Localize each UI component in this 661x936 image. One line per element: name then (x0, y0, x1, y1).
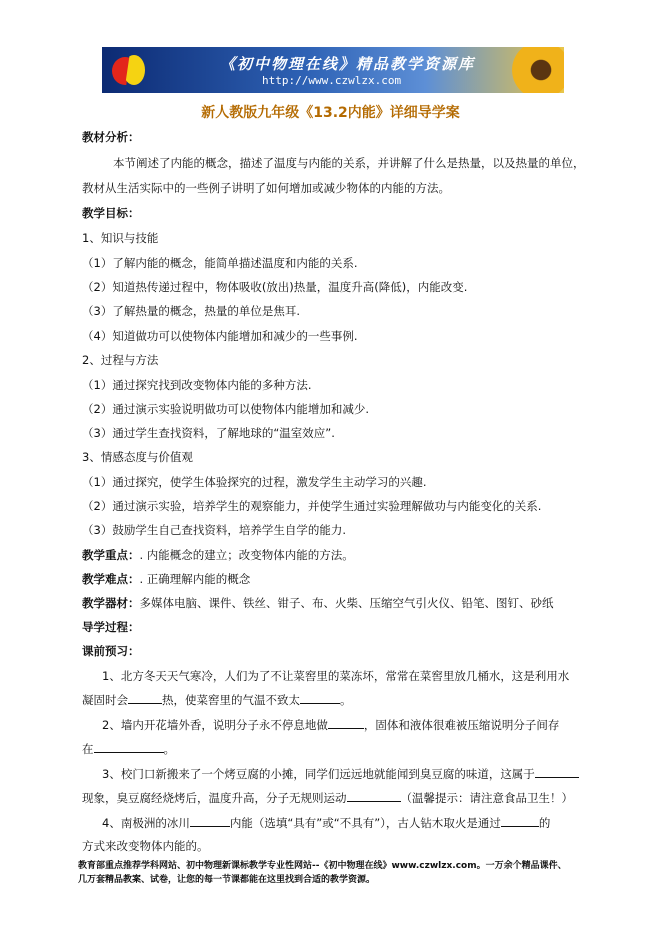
question-4-line2: 方式来改变物体内能的。 (82, 839, 209, 853)
banner-title: 《初中物理在线》精品教学资源库 (220, 55, 476, 73)
difficulty-text: . 正确理解内能的概念 (139, 572, 251, 586)
site-logo-icon (108, 51, 148, 89)
equipment-label: 教学器材： (82, 596, 140, 610)
question-3-line2: 现象，臭豆腐经烧烤后，温度升高，分子无规则运动 （温馨提示：请注意食品卫生！） (82, 791, 573, 805)
goal-item: （2）通过演示实验，培养学生的观察能力，并使学生通过实验理解做功与内能变化的关系. (82, 499, 542, 513)
process-heading: 导学过程： (82, 620, 140, 634)
sunflower-icon (512, 47, 564, 93)
footer-line1: 教育部重点推荐学科网站、初中物理新课标教学专业性网站--《初中物理在线》www.czwlzx.com。一万余个精品课件、 (78, 861, 567, 871)
goal-item: （4）知道做功可以使物体内能增加和减少的一些事例. (82, 329, 358, 343)
answer-blank (535, 766, 579, 778)
answer-blank (128, 692, 162, 704)
answer-blank (501, 815, 539, 827)
goal-item: （2）通过演示实验说明做功可以使物体内能增加和减少. (82, 402, 369, 416)
goals-heading: 教学目标： (82, 206, 140, 220)
question-2-line1: 2、墙内开花墙外香，说明分子永不停息地做 ，固体和液体很难被压缩说明分子间存 (102, 718, 560, 732)
key-text: . 内能概念的建立；改变物体内能的方法。 (139, 548, 354, 562)
answer-blank (328, 717, 364, 729)
answer-blank (190, 815, 230, 827)
teaching-equipment (82, 595, 554, 611)
question-3-line1: 3、校门口新搬来了一个烤豆腐的小摊，同学们远远地就能闻到臭豆腐的味道，这属于 (102, 766, 579, 782)
answer-blank (347, 790, 401, 802)
goal-item: （1）通过探究找到改变物体内能的多种方法. (82, 378, 312, 392)
key-label: 教学重点： (82, 548, 140, 562)
footer-line2: 几万套精品教案、试卷，让您的每一节课都能在这里找到合适的教学资源。 (78, 875, 376, 885)
goal-item: （1）通过探究，使学生体验探究的过程，激发学生主动学习的兴趣. (82, 475, 427, 489)
answer-blank (300, 692, 340, 704)
difficulty-label: 教学难点： (82, 572, 140, 586)
question-1-line1: 1、北方冬天天气寒冷，人们为了不让菜窖里的菜冻坏，常常在菜窖里放几桶水，这是利用水 (102, 669, 570, 683)
analysis-heading: 教材分析： (82, 130, 140, 144)
analysis-paragraph-line1: 本节阐述了内能的概念，描述了温度与内能的关系，并讲解了什么是热量，以及热量的单位， (113, 156, 585, 170)
header-banner (102, 47, 564, 93)
goal-item: （3）鼓励学生自己查找资料，培养学生自学的能力. (82, 523, 346, 537)
teaching-difficulty (82, 571, 250, 587)
document-title: 新人教版九年级《13.2内能》详细导学案 (201, 105, 460, 121)
goal-section-attitude: 3、情感态度与价值观 (82, 450, 193, 464)
teaching-key-point (82, 547, 354, 563)
analysis-paragraph-line2: 教材从生活实际中的一些例子讲明了如何增加或减少物体的内能的方法。 (82, 181, 450, 195)
question-4-line1: 4、南极洲的冰川 内能（选填“具有”或“不具有”），古人钻木取火是通过 的 (102, 816, 551, 830)
goal-item: （1）了解内能的概念，能简单描述温度和内能的关系. (82, 256, 358, 270)
goal-item: （3）通过学生查找资料，了解地球的“温室效应”. (82, 426, 335, 440)
answer-blank (94, 741, 164, 753)
equipment-text: 多媒体电脑、课件、铁丝、钳子、布、火柴、压缩空气引火仪、铅笔、图钉、砂纸 (139, 596, 554, 610)
goal-item: （3）了解热量的概念，热量的单位是焦耳. (82, 304, 300, 318)
goal-section-knowledge: 1、知识与技能 (82, 231, 159, 245)
goal-section-process: 2、过程与方法 (82, 353, 159, 367)
goal-item: （2）知道热传递过程中，物体吸收(放出)热量，温度升高(降低)，内能改变. (82, 280, 468, 294)
preview-heading: 课前预习： (82, 644, 140, 658)
question-2-line2: 在 。 (82, 742, 175, 756)
banner-url: http://www.czwlzx.com (262, 74, 402, 87)
question-1-line2: 凝固时会 热，使菜窖里的气温不致太 。 (82, 693, 352, 707)
